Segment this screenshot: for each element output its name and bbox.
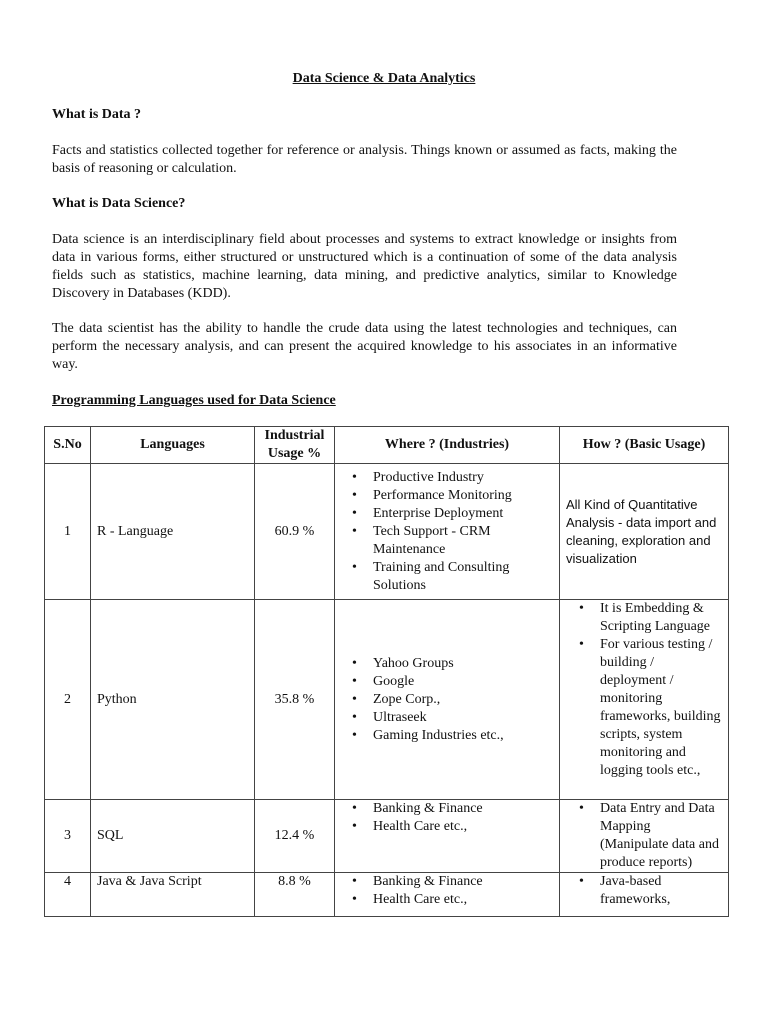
what-is-data-paragraph: Facts and statistics collected together for reference or analysis. Things known or assumed as facts, making the basis of reasoning or calculation. xyxy=(52,143,677,176)
where-list xyxy=(341,800,553,836)
table-row xyxy=(45,600,729,800)
list-item: • Performance Monitoring xyxy=(373,487,553,505)
data-scientist-paragraph: The data scientist has the ability to handle the crude data using the latest technologies and techniques, can perform the necessary analysis, and can present the acquired knowledge to his associates in an informative way. xyxy=(52,321,677,372)
cell-usage: 12.4 % xyxy=(255,800,335,873)
how-list xyxy=(566,600,722,780)
list-item: • Banking & Finance xyxy=(373,873,553,891)
list-item: • Banking & Finance xyxy=(373,800,553,818)
cell-sno: 3 xyxy=(45,800,91,873)
cell-language: SQL xyxy=(91,800,255,873)
cell-how xyxy=(560,800,729,873)
what-is-data-science-paragraph: Data science is an interdisciplinary field about processes and systems to extract knowledge or insights from data in various forms, either structured or unstructured which is a continuation of some of the data analysis fields such as statistics, machine learning, data mining, and predictive analytics, similar to Knowledge Discovery in Databases (KDD). xyxy=(52,232,677,301)
header-how-basic-usage: How ? (Basic Usage) xyxy=(560,427,729,464)
header-sno: S.No xyxy=(45,427,91,464)
table-row xyxy=(45,464,729,600)
list-item: • Productive Industry xyxy=(373,469,553,487)
list-item: • It is Embedding & Scripting Language xyxy=(600,600,722,636)
cell-sno: 2 xyxy=(45,600,91,800)
table-row xyxy=(45,800,729,873)
table-row xyxy=(45,873,729,917)
cell-where xyxy=(335,873,560,917)
cell-language: Java & Java Script xyxy=(91,873,255,917)
list-item: • Tech Support - CRM Maintenance xyxy=(373,523,553,559)
cell-language: R - Language xyxy=(91,464,255,600)
cell-how: All Kind of Quantitative Analysis - data import and cleaning, exploration and visualization xyxy=(560,464,729,600)
list-item: • Gaming Industries etc., xyxy=(373,727,553,745)
what-is-data-science-heading: What is Data Science? xyxy=(52,196,186,211)
cell-where xyxy=(335,464,560,600)
list-item: • Training and Consulting Solutions xyxy=(373,559,553,595)
languages-section-heading: Programming Languages used for Data Science xyxy=(52,393,336,408)
where-list xyxy=(341,873,553,909)
cell-usage: 35.8 % xyxy=(255,600,335,800)
how-list xyxy=(566,800,722,872)
cell-sno: 1 xyxy=(45,464,91,600)
list-item: • Java-based frameworks, xyxy=(600,873,722,909)
how-list xyxy=(566,873,722,909)
cell-how xyxy=(560,600,729,800)
list-item: • Zope Corp., xyxy=(373,691,553,709)
cell-sno: 4 xyxy=(45,873,91,917)
where-list xyxy=(341,655,553,745)
languages-table xyxy=(44,426,729,917)
table-header-row xyxy=(45,427,729,464)
where-list xyxy=(341,469,553,595)
list-item: • Yahoo Groups xyxy=(373,655,553,673)
document-title: Data Science & Data Analytics xyxy=(292,71,476,86)
cell-usage: 60.9 % xyxy=(255,464,335,600)
cell-where xyxy=(335,600,560,800)
list-item: • Google xyxy=(373,673,553,691)
list-item: • Data Entry and Data Mapping (Manipulate data and produce reports) xyxy=(600,800,722,872)
what-is-data-heading: What is Data ? xyxy=(52,107,142,122)
cell-where xyxy=(335,800,560,873)
list-item: • For various testing / building / deployment / monitoring frameworks, building scripts, system monitoring and logging tools etc., xyxy=(600,636,722,780)
header-where-industries: Where ? (Industries) xyxy=(335,427,560,464)
list-item: • Health Care etc., xyxy=(373,891,553,909)
list-item: • Enterprise Deployment xyxy=(373,505,553,523)
header-industrial-usage: Industrial Usage % xyxy=(255,427,335,464)
list-item: • Ultraseek xyxy=(373,709,553,727)
list-item: • Health Care etc., xyxy=(373,818,553,836)
header-languages: Languages xyxy=(91,427,255,464)
cell-how xyxy=(560,873,729,917)
cell-language: Python xyxy=(91,600,255,800)
cell-usage: 8.8 % xyxy=(255,873,335,917)
